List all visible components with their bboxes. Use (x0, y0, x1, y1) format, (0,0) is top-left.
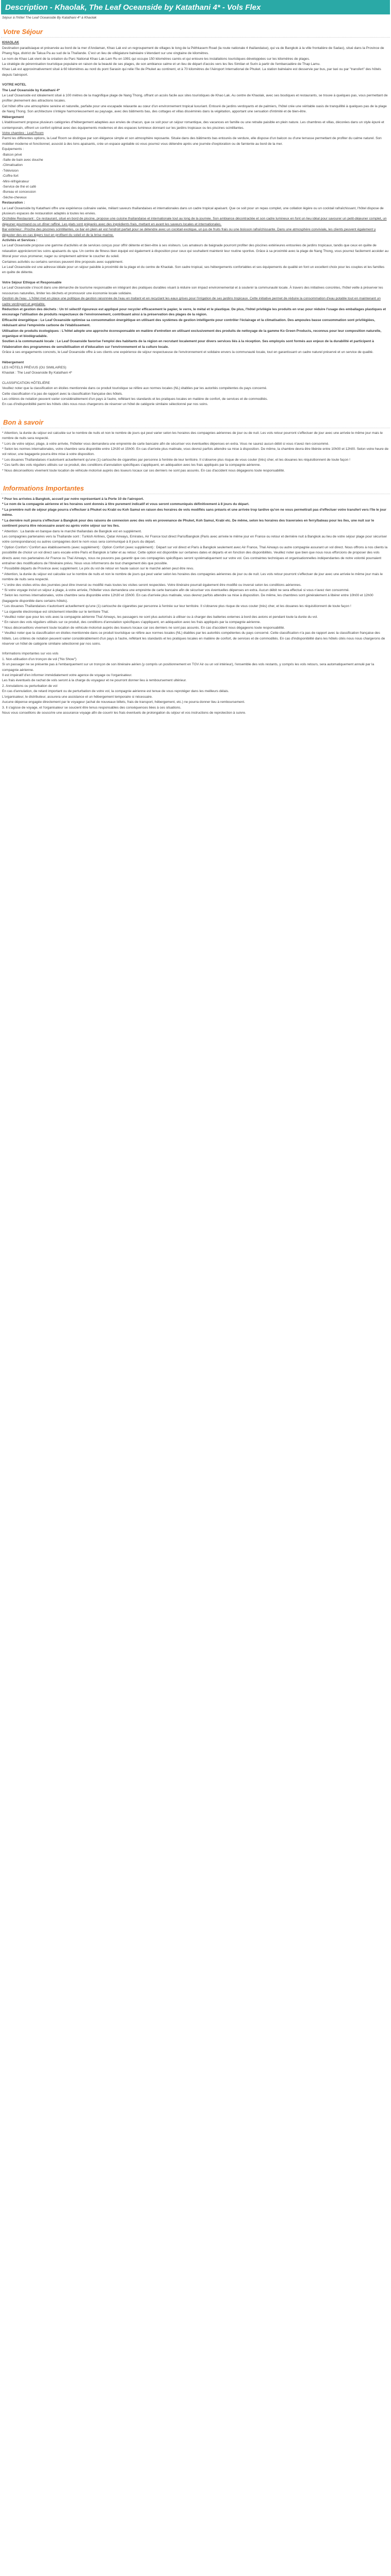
text-line: Il est impératif d'en informer immédiatement votre agence de voyage ou l'organisateur. (2, 674, 133, 678)
text-line: -Mini-réfrigérateur (2, 179, 29, 183)
text-line: * En raison des vols réguliers utilisés sur ce produit, des conditions d'annulation spécifiques s'appliquent, en adéquation avec les frais appliqués par la compagnie aérienne. (2, 620, 261, 625)
text-line: -Sèche-cheveux (2, 195, 27, 199)
paragraph (2, 82, 389, 276)
text-line: En cas d'annulation, de retard important ou de perturbation de votre vol, la compagnie aérienne est tenue de vous reprotéger dans les meilleurs délais. (2, 689, 230, 694)
text-line: * Les douanes Thaïlandaises n'autorisent actuellement qu'une (1) cartouche de cigarettes par personne à l'entrée de leur territoire. Il s'observe plus risque de vous couter (très) cher, et les douanes les réquisitionnent de toute façon ! (2, 458, 350, 462)
paragraph (2, 381, 389, 408)
text-line: * La dernière nuit pourra s'effectuer à Bangkok pour des raisons de connexion avec des vols en provenance de Phuket, Koh Samui, Krabi etc. De même, selon les horaires des traversées en ferry/bateau pour les îles, une nuit sur le continent pourra être nécessaire avant ou après votre séjour sur les îles. (2, 518, 374, 528)
text-line: Bar extérieur : Proche des piscines scintillantes, ce bar en plein air est l'endroit parfait pour se détendre avec un cocktail exotique, un jus de fruits frais ou une boisson rafraîchissante. Dans une atmosphère conviviale, les clients peuvent également y déguster des en-cas légers tout en profitant du soleil et de la brise marine. (2, 228, 376, 237)
text-line: * Veuillez noter que pour les vols avec la compagnie aérienne Thaï Airways, les passagers ne sont plus autorisés à utiliser ou à charger des batteries externes à bord des avions et pendant toute la durée du vol. (2, 615, 318, 619)
text-line: -Coffre-fort (2, 174, 19, 178)
sections-container (0, 22, 391, 716)
text-line: En cas d'indisponibilité parmi les hôtels cités nous nous chargerons de réserver un hôtel de catégorie similaire sélectionné par nos soins. (2, 402, 208, 407)
text-line: * Si votre voyage inclut un séjour à plage, à votre arrivée, l'hôtelier vous demandera une empreinte de carte bancaire afin de sécuriser vos éventuelles dépenses en extra. Aucun débit ne sera effectué si vous n'avez rien consommé. (2, 588, 350, 592)
text-line: * Veuillez noter que la classification en étoiles mentionnée dans ce produit touristique se réfère aux normes locales (NL) établies par les autorités compétentes du pays concerné. Cette classification n'a pas de rapport avec la classification française des hôtels. Les critères de notation peuvent varier considérablement d'un pays à l'autre, reflétant les standards et les pratiques locales en matière de confort, de services et de commodités. En cas d'indisponibilité dans les hôtels cités nous nous chargerons de réserver un hôtel de catégorie similaire sélectionné par nos soins. (2, 631, 385, 646)
text-line: * Ces tarifs des vols réguliers utilisés sur ce produit, des conditions d'annulation spécifiques s'appliquent, en adéquation avec les frais appliqués par la compagnie aérienne. (2, 463, 261, 467)
text-line: VOTRE HOTEL (2, 83, 26, 87)
section-title: Informations Importantes (1, 478, 390, 494)
text-line: * La cigarette électronique est strictement interdite sur le territoire Thaï. (2, 610, 109, 614)
paragraph (2, 497, 389, 647)
text-line: Hébergement (2, 360, 24, 364)
paragraph (2, 360, 389, 376)
text-line: Restauration : (2, 201, 25, 205)
text-line: L'organisateur, le distributeur, assurera une assistance et un hébergement temporaire si nécessaire. (2, 695, 153, 699)
section-body (0, 40, 391, 407)
text-line: * Le nom de la compagnie aérienne et les horaires sont donnés à titre purement indicatif et vous seront communiqués définitivement à 8 jours du départ. (2, 502, 250, 507)
text-line: CLASSIFICATION HÔTELIÈRE (2, 381, 50, 385)
text-line: Soutien à la communauté locale : Le Leaf Oceanside favorise l'emploi des habitants de la région en recrutant localement pour divers services liés à la réception. Ses employés sont formés aux enjeux de la durabilité et participent à l'élaboration des programmes de sensibilisation et d'éducation sur l'environnement et la culture locale. (2, 340, 374, 349)
text-line: Le nom de Khao Lak vient de la création du Parc National Khao Lak-Lam Ru en 1991 qui occupe 150 kilomètres carrés et qui entoure les installations touristiques développées sur les kilomètres de plages. (2, 57, 310, 61)
text-line: Les frais éventuels de rachat de vols seront à la charge du voyageur et ne pourront donner lieu à remboursement ultérieur. (2, 679, 187, 683)
text-line: -Service de thé et café (2, 184, 36, 189)
text-line: 3. Il s'agisse de voyage, et l'organisateur se soucient être tenus responsables des conséquences liées à ces situations. (2, 705, 182, 710)
text-line: Efficacité énergétique : Le Leaf Oceanside optimise sa consommation énergétique en utilisant des systèmes de gestion intelligente pour contrôler l'éclairage et la climatisation. Des ampoules basse consommation sont privilégiées, réduisant ainsi l'empreinte carbone de l'établissement. (2, 318, 376, 328)
text-line: 2. Annulations ou perturbation de vol (2, 684, 58, 688)
text-line: Activités et Services : (2, 239, 38, 243)
text-line: * Selon les normes internationales, votre chambre sera disponible entre 12h30 et 15h00. En cas d'arrivée plus matinale, vous devrez parfois attendre sa mise à disposition. De même, la chambre devra être libérée entre 10h00 et 12h00. Selon votre heure de vol retour, une bagagerie pourra être mise à votre disposition. (2, 447, 388, 457)
text-line: Cet hôtel offre une atmosphère sereine et naturelle, parfaite pour une escapade relaxante au cœur d'un environnement tropical luxuriant. Entouré de jardins verdoyants et de palmiers, l'hôtel crée une véritable oasis de tranquillité à quelques pas de la plage de Nang Thong. Son architecture s'intègre harmonieusement au paysage, avec des bâtiments bas, des cottages et villas disséminés dans la végétation, apportant une sensation d'intimité et de bien-être. (2, 104, 387, 114)
section-title: Bon à savoir (1, 412, 390, 428)
text-line: * Attention : La bande en banque dans le marché thaïlandais de Bangkok est en supplément. (2, 529, 142, 533)
text-line: -Bureau et concession (2, 190, 36, 194)
paragraph (2, 651, 389, 716)
page (0, 0, 391, 723)
text-line: -Salle de bain avec douche (2, 158, 43, 162)
text-line: * Attention, la durée du séjour est calculée sur le nombre de nuits et non le nombre de jours qui peut varier selon les horaires des compagnies aériennes de jour ou de nuit. Les vols retour pourront s'effectuer de jour avec une arrivée le même jour mais le nombre de nuits sera respecté. (2, 431, 383, 441)
text-line: * Lors de votre séjour, plage, à votre arrivée, l'hôtelier vous demandera une empreinte de carte bancaire afin de sécuriser vos éventuelles dépenses en extra. Vous ne saurez aucun débit si vous n'avez rien consommé. (2, 442, 330, 446)
text-line: The Leaf Oceanside by Katathani 4* (2, 88, 60, 92)
section-body (0, 431, 391, 474)
text-line: Les compagnies partenaires vers la Thaïlande sont : Turkish Airlines, Qatar Airways, Emirates, Air France tout direct Paris/Bangkok (Paris avec arrivée le même jour en France ou retour et dernière nuit à Bangkok au lieu de votre séjour plage pour sécuriser votre correspondance) ou autres compagnies dont le nom vous sera communiqué à 8 jours du départ. (2, 534, 387, 544)
text-line: Réduction et gestion des déchets : Un tri sélectif rigoureux est appliqué pour recycler efficacement le papier, le verre, le métal et le plastique. De plus, l'hôtel privilégie les produits en vrac pour réduire l'usage des emballages plastiques et encourage l'utilisation de produits respectueux de l'environnement, contribuant ainsi à la préservation des plages de la région. (2, 307, 386, 317)
text-line: Certaines activités ou certains services peuvent être proposés avec supplément. (2, 260, 123, 264)
text-line: Le Leaf Oceanside by Katathani offre une expérience culinaire variée, mêlant saveurs thaïlandaises et internationales dans un cadre tropical apaisant. Que ce soit pour un repas complet, une collation légère ou un cocktail rafraîchissant, l'hôtel dispose de plusieurs espaces de restauration adaptés à toutes les envies. (2, 206, 384, 215)
text-line: Le Leaf Oceanside est idéalement situé à 100 mètres de la magnifique plage de Nang Thong, offrant un accès facile aux sites touristiques de Khao Lak. Au centre de Khaolak, avec ses boutiques et restaurants, se trouve à quelques pas, vous permettant de profiter pleinement des attractions locales. (2, 94, 388, 103)
text-line: -Balcon privé (2, 153, 22, 157)
text-line: Les critères de notation peuvent varier considérablement d'un pays à l'autre, reflétant les standards et les pratiques locales en matière de confort, de services et de commodités. (2, 397, 268, 401)
text-line: Utilisation de produits écologiques : L'hôtel adopte une approche écoresponsable en matière d'entretien en utilisant exclusivement des produits de nettoyage de la gamme Ko Green Products, reconnus pour leur composition naturelle, organique et biodégradable. (2, 329, 382, 338)
text-line: * Option Confort / Confort aux établissements (avec supplément) : Option Confort (avec supplément) : Départ sur vol direct et Paris à Bangkok seulement avec Air France, Thaï Airways ou autre compagnie assurant un vol direct. Nous offrons à nos clients la possibilité de choisir un vol direct sans escale entre Paris et Bangkok à l'aller et au retour. Cette option est disponible sur certaines dates et départs et en fonction des disponibilités. Veuillez noter que bien que nous nous efforcions de proposer des vols directs avec nos partenaires Air France ou Thaï Airways, nous ne pouvons pas garantir que ces compagnies spécifiques seront systématiquement sur votre vol. Ces contraintes techniques et organisationnelles indépendantes de notre volonté pourraient entraîner des modifications de l'itinéraire prévu. Nous vous informerons de tout changement dès que possible. (2, 545, 388, 565)
text-line: * La première nuit de séjour plage pourra s'effectuer à Phuket ou Krabi ou Koh Samui en raison des horaires de vols modifiés sans préavis et une arrivée trop tardive qu'on ne vous permettrait pas d'effectuer votre transfert vers l'île le jour même. (2, 508, 386, 517)
text-line: Aucune dépense engagée directement par le voyageur (achat de nouveaux billets, frais de transport, hébergement, etc.) ne pourra donner lieu à remboursement. (2, 700, 246, 704)
text-line: Le Leaf Oceanside est une adresse idéale pour un séjour paisible à proximité de la plage et du centre de Khaolak. Son cadre tropical, ses hébergements confortables et ses équipements de qualité en font un excellent choix pour les couples et les familles en quête de détente. (2, 265, 385, 275)
text-line: * Pour les arrivées à Bangkok, accueil par notre représentant à la Porte 10 de l'aéroport. (2, 497, 144, 501)
section-title: Votre Séjour (1, 22, 390, 38)
text-line: 1. Non-utilisation d'un tronçon de vol ("No Show") (2, 657, 77, 661)
text-line: Parmi les différentes options, la Leaf Room se distingue par son élégance simple et son atmosphère reposante. Située dans des bâtiments bas entourés de verdure, elle dispose d'un balcon ou d'une terrasse permettant de profiter du calme naturel. Son mobilier moderne et fonctionnel, associé à des tons apaisants, crée un espace agréable où vous pourrez vous détendre après une journée d'exploration ou de farniente au bord de la mer. (2, 137, 382, 146)
text-line: Grâce à ses engagements concrets, le Leaf Oceanside offre à ses clients une expérience de séjour respectueuse de l'environnement et solidaire envers la communauté locale, tout en garantissant un cadre naturel préservé et un service de qualité. (2, 350, 373, 355)
section-body (0, 497, 391, 716)
text-line: Khao Lak est approximativement situé à 60 kilomètres au nord du pont Sarasin qui relie l'île de Phuket au continent, et à 70 kilomètres de l'Aéroport International de Phuket. La station balnéaire est desservie par bus, par taxi ou par "transfert" des hôtels depuis l'aéroport. (2, 68, 381, 77)
text-line: -Climatisation (2, 163, 23, 167)
text-line: KHAOLAK (2, 41, 19, 45)
text-line: Nous vous conseillons de souscrire une assurance voyage afin de couvrir les frais éventuels de prolongation du séjour et vos instructions de reprotection à suivre. (2, 711, 246, 715)
text-line: Orchidée Restaurant : Ce restaurant, situé en bord de piscine, propose une cuisine thaïlandaise et internationale tout au long de la journée. Son ambiance décontractée et son cadre lumineux en font un lieu idéal pour savourer un petit-déjeuner complet, un déjeuner gourmand ou un dîner raffiné. Les plats sont préparés avec des ingrédients frais, mettant en avant les saveurs locales et internationales. (2, 217, 387, 226)
text-line: Cette classification n'a pas de rapport avec la classification française des hôtels. (2, 392, 123, 396)
text-line: -Télévision (2, 169, 19, 173)
text-line: * Attention, la durée du séjour est calculée sur le nombre de nuits et non le nombre de jours qui peut varier selon les horaires des compagnies aériennes de jour ou de nuit. Les vols retour pourront s'effectuer de jour avec une arrivée le même jour mais le nombre de nuits sera respecté. (2, 572, 383, 582)
paragraph (2, 280, 389, 356)
text-line: Le Leaf Oceanside propose une gamme d'activités et de services conçus pour offrir détente et bien-être à ses visiteurs. Les amateurs de baignade pourront profiter des piscines extérieures entourées de jardins tropicaux, tandis que ceux en quête de relaxation apprécieront les soins apaisants du spa. Un centre de fitness bien équipé est également à disposition pour ceux qui souhaitent maintenir leur routine sportive. Grâce à sa proximité avec la plage de Nang Thong, vous pourrez facilement accéder au littoral pour vous promener, nager ou simplement admirer le coucher du soleil. (2, 244, 389, 259)
text-line: Informations importantes sur vos vols (2, 652, 59, 656)
text-line: Khaolak : The Leaf Oceanside By Katathani 4* (2, 371, 72, 375)
text-line: Le Leaf Oceanside s'inscrit dans une démarche de tourisme responsable en intégrant des pratiques durables visant à réduire son impact environnemental et à soutenir la communauté locale. À travers des initiatives concrètes, l'hôtel veille à préserver les ressources naturelles, limiter les déchets et promouvoir une économie locale solidaire. (2, 286, 383, 295)
text-line: * Les douanes Thaïlandaises n'autorisent actuellement qu'une (1) cartouche de cigarettes par personne à l'entrée sur leur territoire. Il s'observe plus risque de vous couter (très) cher, et les douanes les réquisitionnent de toute façon ! (2, 604, 351, 609)
text-line: Gestion de l'eau : L'hôtel met en place une politique de gestion raisonnée de l'eau en traitant et en recyclant les eaux grises pour l'irrigation de ses jardins tropicaux. Cette initiative permet de réduire la consommation d'eau potable tout en maintenant un cadre verdoyant et agréable. (2, 297, 381, 306)
paragraph (2, 40, 389, 78)
text-line: * L'ordre des visites et/ou des journées peut être inversé ou modifié mais toutes les visites seront respectées. Votre itinéraire pourrait également être modifié ou inversé selon les conditions aériennes. (2, 583, 302, 587)
text-line: Si un passager ne se présente pas à l'embarquement sur un tronçon de son itinéraire aérien (y compris un positionnement en TGV Air ou un vol intérieur), l'ensemble des vols restants, y compris les vols retours, sera automatiquement annulé par la compagnie aérienne. (2, 663, 374, 672)
text-line: Votre Séjour Ethique et Responsable (2, 280, 62, 284)
paragraph (2, 431, 389, 474)
text-line: La stratégie de pérennisation touristique populaire en raison de la beauté de ses plages, de son ambiance calme et un lieu de départ d'accès vers les îles Similan et Surin à partir de l'embarcadère de Thap Lamu. (2, 62, 321, 66)
breadcrumb: Séjour à l'hôtel The Leaf Oceanside By Katathani 4* à Khaolak (2, 16, 97, 20)
text-line: Veuillez noter que la classification en étoiles mentionnée dans ce produit touristique se réfère aux normes locales (NL) établies par les autorités compétentes du pays concerné. (2, 386, 267, 391)
text-line: Hébergement (2, 115, 24, 119)
text-line: L'établissement propose plusieurs catégories d'hébergement adaptées aux envies de chacun, que ce soit pour un séjour romantique, des vacances en famille ou une retraite paisible en plein nature. Les chambres et villas, décorées dans un style épuré et contemporain, offrent un confort optimal avec des équipements modernes et des espaces lumineux donnant sur les jardins tropicaux ou les piscines scintillantes. (2, 121, 384, 130)
text-line: * Selon les normes internationales, votre chambre sera disponible entre 12h30 et 15h00. En cas d'arrivée plus matinale, vous devrez parfois attendre sa mise à disposition. De même, les chambres sont généralement à libérer entre 10h00 et 12h00 (bagagerie disponible dans certains hôtels). (2, 594, 373, 603)
text-line: * Possibilité départs de Province avec supplément. Le prix du vol de retour en haute saison sur le marché aérien peut être revu. (2, 567, 194, 571)
text-line: * Nous déconseillons vivement toute location de véhicule motorisé auprès des loueurs locaux car ces derniers ne sont pas assurés. En cas d'accident nous dégageons toute responsabilité. (2, 626, 285, 630)
text-line: Equipements : (2, 147, 24, 151)
text-line: LES HÔTELS PRÉVUS (OU SIMILAIRES) (2, 365, 67, 369)
text-line: * Nous déconseillons vivement toute location de véhicule motorisé auprès des loueurs locaux car ces derniers ne sont pas assurés. En cas d'accident nous dégageons toute responsabilité. (2, 468, 285, 473)
text-line: Destination paradisiaque et préservée au bord de la mer d'Andaman, Khao Lak est un regroupement de villages le long de la Péthkasem Road (la route nationale 4 thaïlandaise), qui va de Bangkok à la ville frontalière de Sadao), situé dans la Province de Phang Nga, district de Takua Pa au sud de la Thaïlande. C'est un lieu de villégiature balnéaire s'étendant sur une vingtaine de kilomètres. (2, 46, 384, 56)
text-line: Votre chambre : Leaf Room (2, 131, 44, 135)
page-title-text: Description - Khaolak, The Leaf Oceanside by Katathani 4* - Vols Flex (5, 3, 261, 12)
page-title (1, 0, 390, 14)
